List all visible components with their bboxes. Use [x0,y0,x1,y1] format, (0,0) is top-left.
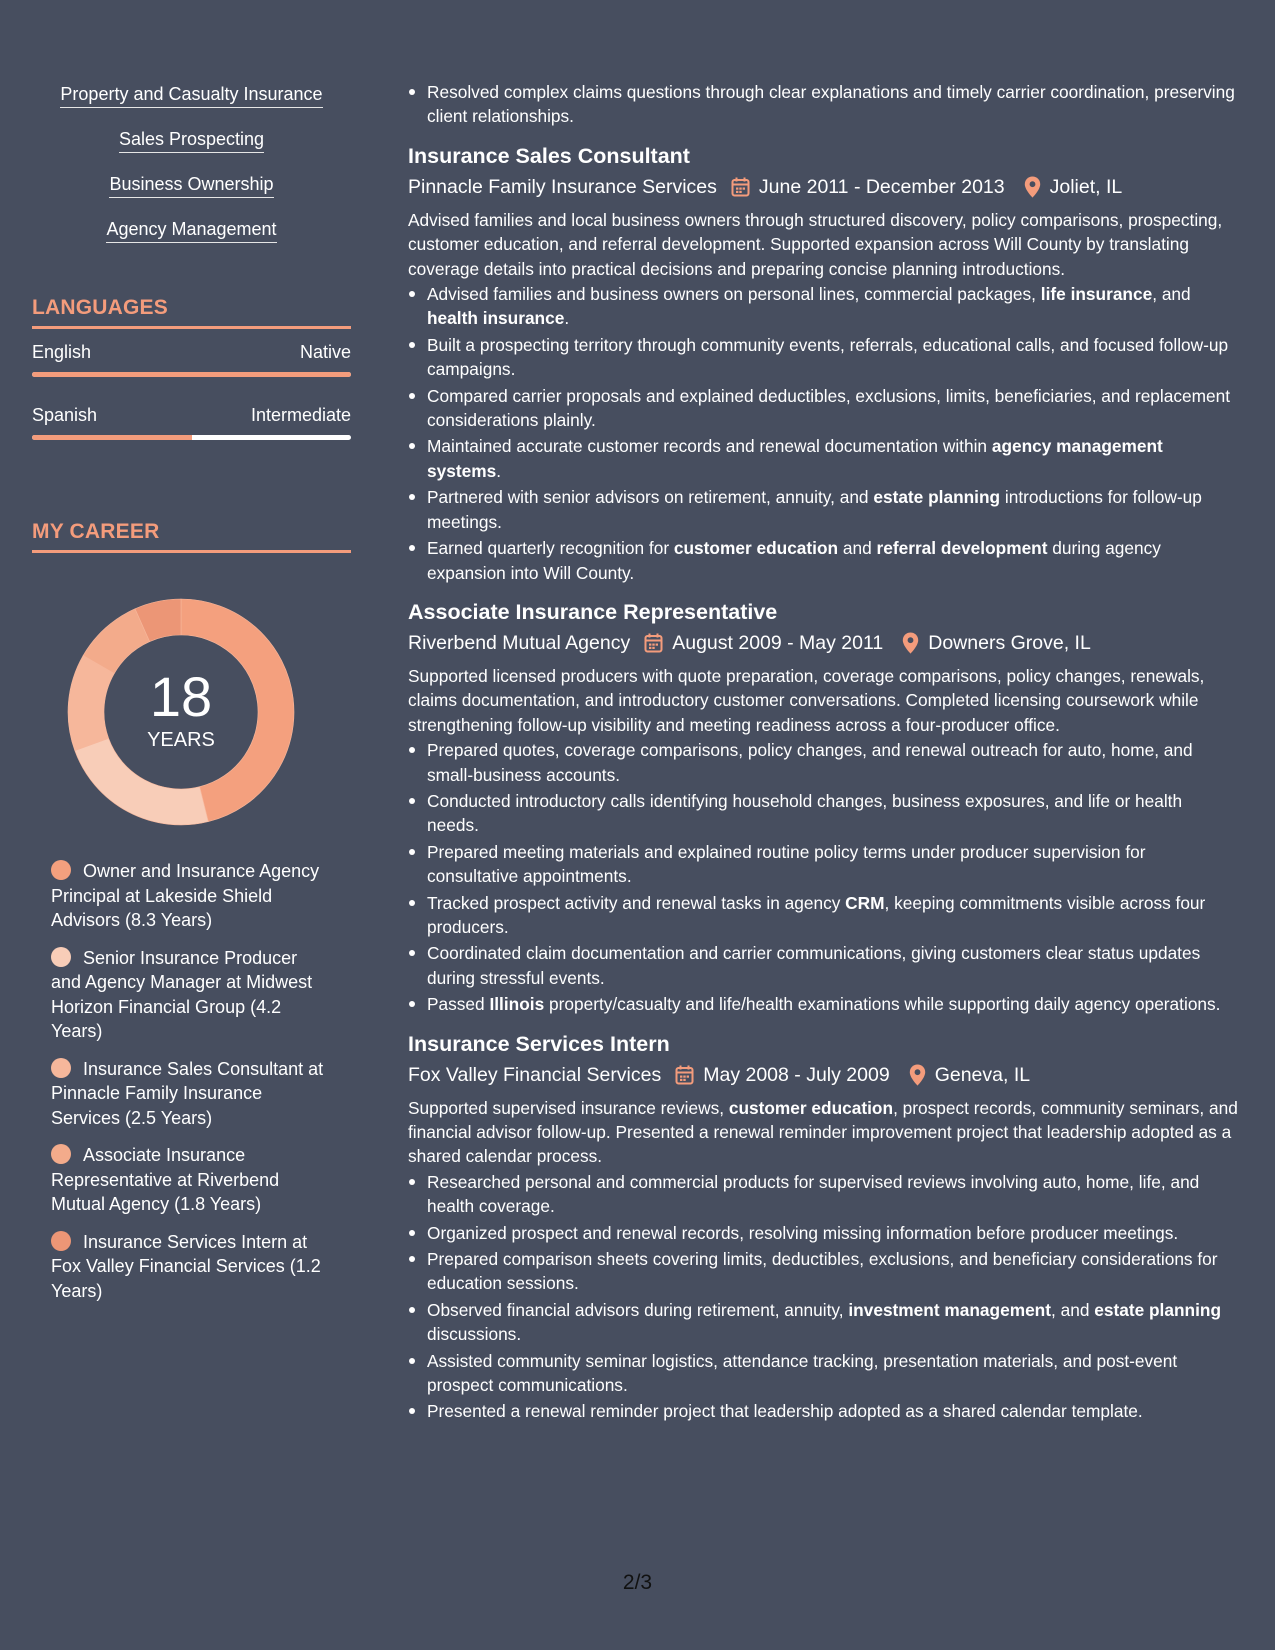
bold-keyword: health insurance [427,308,565,329]
career-legend-item [51,1057,332,1131]
job-location: Joliet, IL [1049,175,1123,198]
text-segment: . [496,460,501,481]
text-segment: . [564,308,570,329]
legend-label: Associate Insurance Representative at Riverbend Mutual Agency (1.8 Years) [51,1145,280,1214]
career-legend-item [51,859,332,933]
text-segment: , keeping commitments visible across four producers. [427,892,1206,937]
skill-item: Sales Prospecting [119,127,264,153]
job-bullets [408,738,1238,1016]
text-segment: Researched personal and commercial products for supervised reviews involving auto, home, life, and health coverage. [427,1171,1200,1217]
career-total-label: YEARS [147,729,215,751]
text-segment: Resolved complex claims questions through clear explanations and timely carrier coordination, preserving client relationships. [427,82,1235,127]
language-proficiency-bar [32,372,351,377]
bullet-item [408,840,1238,889]
location-pin-icon [902,632,919,654]
job-dates: August 2009 - May 2011 [672,631,884,654]
bullet-item [408,891,1238,940]
language-level: Native [299,342,351,362]
job-entry [408,597,1238,1017]
text-segment: , prospect records, community seminars, and financial advisor follow-up. Presented a renewal reminder improvement project that leadership adopted as a shared calendar process. [408,1097,1238,1167]
job-meta [408,629,1238,657]
bullet-item [408,282,1238,331]
text-segment: Partnered with senior advisors on retirement, annuity, and [427,487,874,508]
bullet-item [408,1399,1238,1423]
language-spanish [32,404,351,440]
location-pin-icon [909,1064,926,1086]
bullet-item [408,789,1238,838]
language-level: Intermediate [250,405,351,425]
text-segment: Compared carrier proposals and explained deductibles, exclusions, limits, beneficiaries, and replacement considerations plainly. [427,385,1231,431]
text-segment: Organized prospect and renewal records, resolving missing information before producer meetings. [427,1222,1179,1243]
text-segment: Supported supervised insurance reviews, [408,1097,729,1118]
bullet-item [408,434,1238,483]
bullet-item [408,1221,1238,1245]
text-segment: Supported licensed producers with quote preparation, coverage comparisons, policy changes, renewals, claims documentation, and introductory customer conversations. Completed licensing coursework while strengthening follow-up visibility and meeting readiness across a four-producer office. [408,665,1205,735]
text-segment: Advised families and local business owners through structured discovery, policy comparisons, prospecting, customer education, and referral development. Supported expansion across Will County by translating coverage details into practical decisions and preparing concise planning introductions. [408,209,1223,279]
language-proficiency-fill [32,435,192,440]
job-company: Pinnacle Family Insurance Services [408,175,717,198]
text-segment: Passed [427,994,490,1015]
job-summary [408,208,1238,281]
text-segment: Maintained accurate customer records and renewal documentation within [427,436,992,457]
bold-keyword: agency management systems [427,436,1163,481]
calendar-icon [675,1065,694,1085]
text-segment: during agency expansion into Will County. [427,538,1161,583]
calendar-icon [644,633,663,653]
jobs-list [408,141,1238,1424]
legend-dot-icon [51,1231,71,1251]
job-title: Insurance Services Intern [408,1031,670,1056]
bullet-item [408,333,1238,382]
career-heading: MY CAREER [32,520,351,553]
job-entry [408,141,1238,585]
career-donut-chart [66,597,296,827]
language-proficiency-fill [32,372,351,377]
job-bullets [408,282,1238,585]
language-name: English [32,342,92,362]
bold-keyword: referral development [876,538,1048,559]
job-location: Geneva, IL [934,1063,1031,1086]
text-segment: Prepared comparison sheets covering limits, deductibles, exclusions, and beneficiary considerations for education sessions. [427,1249,1218,1294]
bullet-item [408,536,1238,585]
job-summary [408,1096,1238,1169]
bold-keyword: customer education [728,1097,894,1118]
legend-label: Insurance Sales Consultant at Pinnacle Family Insurance Services (2.5 Years) [51,1058,324,1128]
text-segment: Tracked prospect activity and renewal tasks in agency [427,892,846,913]
skill-item: Business Ownership [109,172,273,198]
text-segment: discussions. [427,1324,522,1345]
text-segment: Built a prospecting territory through community events, referrals, educational calls, and focused follow-up campaigns. [427,334,1229,380]
bold-keyword: estate planning [1094,1299,1221,1320]
text-segment: Observed financial advisors during retirement, annuity, [427,1299,849,1320]
job-meta [408,1061,1238,1089]
job-location: Downers Grove, IL [928,631,1091,654]
job-company: Riverbend Mutual Agency [408,631,631,654]
text-segment: , and [1152,284,1191,305]
career-legend [32,859,332,1303]
skill-item: Agency Management [106,217,276,243]
sidebar [32,82,351,1316]
bullet-item [408,80,1238,129]
job-company: Fox Valley Financial Services [408,1063,662,1086]
bullet-item [408,1298,1238,1347]
legend-dot-icon [51,1144,71,1164]
language-name: Spanish [32,405,98,425]
bold-keyword: customer education [673,538,839,559]
text-segment: Prepared meeting materials and explained routine policy terms under producer supervision for consultative appointments. [427,841,1146,887]
skills-list [32,82,351,262]
text-segment: introductions for follow-up meetings. [427,487,1202,532]
text-segment: and [838,538,877,559]
donut-slice-1 [75,738,209,825]
career-legend-item [51,946,332,1044]
calendar-icon [731,177,750,197]
job-title: Associate Insurance Representative [408,599,778,624]
job-title: Insurance Sales Consultant [408,143,690,168]
bold-keyword: CRM [845,892,885,913]
text-segment: Presented a renewal reminder project that leadership adopted as a shared calendar template. [427,1401,1143,1422]
language-proficiency-bar [32,435,351,440]
text-segment: Prepared quotes, coverage comparisons, policy changes, and renewal outreach for auto, home, and small-business accounts. [427,740,1193,785]
career-total-number: 18 [149,665,213,728]
legend-dot-icon [51,1058,71,1078]
bold-keyword: Illinois [489,994,545,1015]
job-meta [408,173,1238,201]
bold-keyword: life insurance [1040,284,1153,305]
job-summary [408,664,1238,737]
bold-keyword: investment management [848,1299,1051,1320]
location-pin-icon [1024,176,1041,198]
bullet-item [408,1349,1238,1398]
legend-dot-icon [51,947,71,967]
text-segment: Coordinated claim documentation and carrier communications, giving customers clear status updates during stressful events. [427,943,1201,988]
job-dates: June 2011 - December 2013 [758,175,1005,198]
bullet-item [408,738,1238,787]
career-legend-item [51,1230,332,1304]
bullet-item [408,992,1238,1016]
skill-item: Property and Casualty Insurance [60,82,322,108]
legend-label: Insurance Services Intern at Fox Valley Financial Services (1.2 Years) [51,1231,321,1301]
text-segment: , and [1051,1299,1095,1320]
job-bullets [408,1170,1238,1424]
legend-label: Senior Insurance Producer and Agency Manager at Midwest Horizon Financial Group (4.2 Years) [51,947,313,1041]
bullet-item [408,485,1238,534]
bold-keyword: estate planning [873,487,1001,508]
bullet-item [408,941,1238,990]
career-legend-item [51,1143,332,1217]
job-entry [408,1029,1238,1424]
text-segment: Conducted introductory calls identifying household changes, business exposures, and life or health needs. [427,790,1183,836]
bullet-item [408,1170,1238,1219]
text-segment: Advised families and business owners on personal lines, commercial packages, [427,284,1041,305]
languages-heading: LANGUAGES [32,296,351,329]
bullet-item [408,384,1238,433]
text-segment: Assisted community seminar logistics, attendance tracking, presentation materials, and post-event prospect communications. [427,1350,1178,1396]
experience-column [408,80,1238,1426]
page-number: 2/3 [622,1571,653,1594]
bullet-item [408,1247,1238,1296]
legend-dot-icon [51,860,71,880]
text-segment: Earned quarterly recognition for [427,538,674,559]
language-english [32,341,351,377]
carryover-bullets [408,80,1238,129]
legend-label: Owner and Insurance Agency Principal at Lakeside Shield Advisors (8.3 Years) [51,861,320,930]
text-segment: property/casualty and life/health examinations while supporting daily agency operations. [544,994,1221,1015]
job-dates: May 2008 - July 2009 [703,1063,890,1086]
